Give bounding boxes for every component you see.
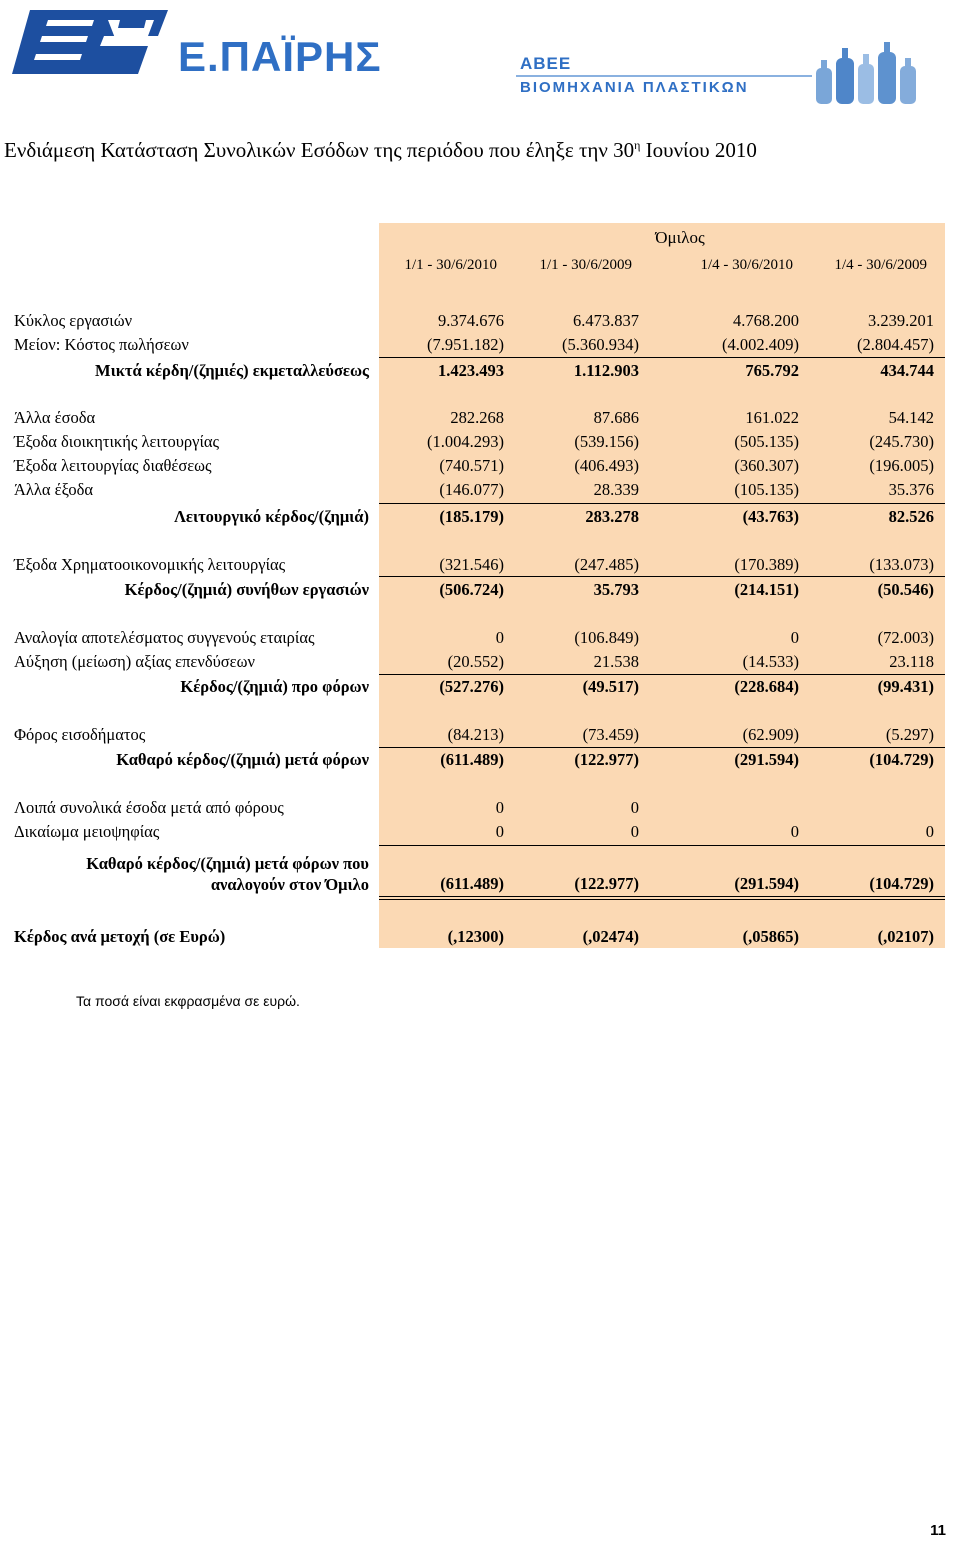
bottles-logo [812,38,922,108]
company-logo-mark [8,6,168,78]
table-row: Φόρος εισοδήματος (84.213) (73.459) (62.909) (5.297) [14,725,934,744]
subtotal-rule [379,503,945,504]
table-row: Λοιπά συνολικά έσοδα μετά από φόρους 0 0 [14,798,639,817]
double-rule-top [379,896,945,897]
table-row: Έξοδα Χρηματοοικονομικής λειτουργίας (321.546) (247.485) (170.389) (133.073) [14,555,934,574]
subtotal-rule [379,576,945,577]
subtotal-rule [379,674,945,675]
double-rule-bottom [379,899,945,900]
period-header: 1/1 - 30/6/2009 [539,257,632,273]
subtotal-rule [379,845,945,846]
eps-label: Κέρδος ανά μετοχή (σε Ευρώ) [14,927,226,946]
eps-row: (,12300) (,02474) (,05865) (,02107) [447,927,934,946]
subtotal-row: Κέρδος/(ζημιά) προ φόρων (527.276) (49.517) (228.684) (99.431) [180,677,934,696]
company-name: Ε.ΠΑΪΡΗΣ [178,33,382,80]
page-number: 11 [930,1522,946,1539]
subtotal-row: Κέρδος/(ζημιά) συνήθων εργασιών (506.724) 35.793 (214.151) (50.546) [124,580,934,599]
company-legal-form: ΑΒΕΕ [520,54,572,73]
attributable-label: Καθαρό κέρδος/(ζημιά) μετά φόρων που αναλογούν στον Όμιλο [86,854,369,894]
period-header: 1/4 - 30/6/2009 [834,257,927,273]
currency-footnote: Τα ποσά είναι εκφρασμένα σε ευρώ. [76,993,300,1009]
table-row: Έξοδα διοικητικής λειτουργίας (1.004.293) (539.156) (505.135) (245.730) [14,432,934,451]
table-row: Έξοδα λειτουργίας διαθέσεως (740.571) (406.493) (360.307) (196.005) [14,456,934,475]
subtotal-rule [379,747,945,748]
company-tagline: ΒΙΟΜΗΧΑΝΙΑ ΠΛΑΣΤΙΚΩΝ [520,79,749,96]
table-row: Αύξηση (μείωση) αξίας επενδύσεων (20.552) 21.538 (14.533) 23.118 [14,652,934,671]
subtotal-row: Μικτά κέρδη/(ζημιές) εκμεταλλεύσεως 1.423.493 1.112.903 765.792 434.744 [95,361,934,380]
table-row: Μείον: Κόστος πωλήσεων (7.951.182) (5.360.934) (4.002.409) (2.804.457) [14,335,934,354]
statement-title: Ενδιάμεση Κατάσταση Συνολικών Εσόδων της περιόδου που έληξε την $30^\eta$ Ιουνίου 2010 [4,138,757,162]
table-row: Άλλα έξοδα (146.077) 28.339 (105.135) 35.376 [14,480,934,499]
table-row: Δικαίωμα μειοψηφίας 0 0 0 0 [14,822,934,841]
table-row: Αναλογία αποτελέσματος συγγενούς εταιρίας 0 (106.849) 0 (72.003) [14,628,934,647]
total-row: (611.489) (122.977) (291.594) (104.729) [440,874,934,893]
period-header: 1/4 - 30/6/2010 [700,257,793,273]
group-header: Όμιλος [655,228,705,247]
logo-divider [516,75,812,77]
subtotal-row: Λειτουργικό κέρδος/(ζημιά) (185.179) 283.278 (43.763) 82.526 [174,507,934,526]
subtotal-rule [379,357,945,358]
subtotal-row: Καθαρό κέρδος/(ζημιά) μετά φόρων (611.489) (122.977) (291.594) (104.729) [116,750,934,769]
period-header: 1/1 - 30/6/2010 [404,257,497,273]
table-row: Άλλα έσοδα 282.268 87.686 161.022 54.142 [14,408,934,427]
table-row: Κύκλος εργασιών 9.374.676 6.473.837 4.768.200 3.239.201 [14,311,934,330]
